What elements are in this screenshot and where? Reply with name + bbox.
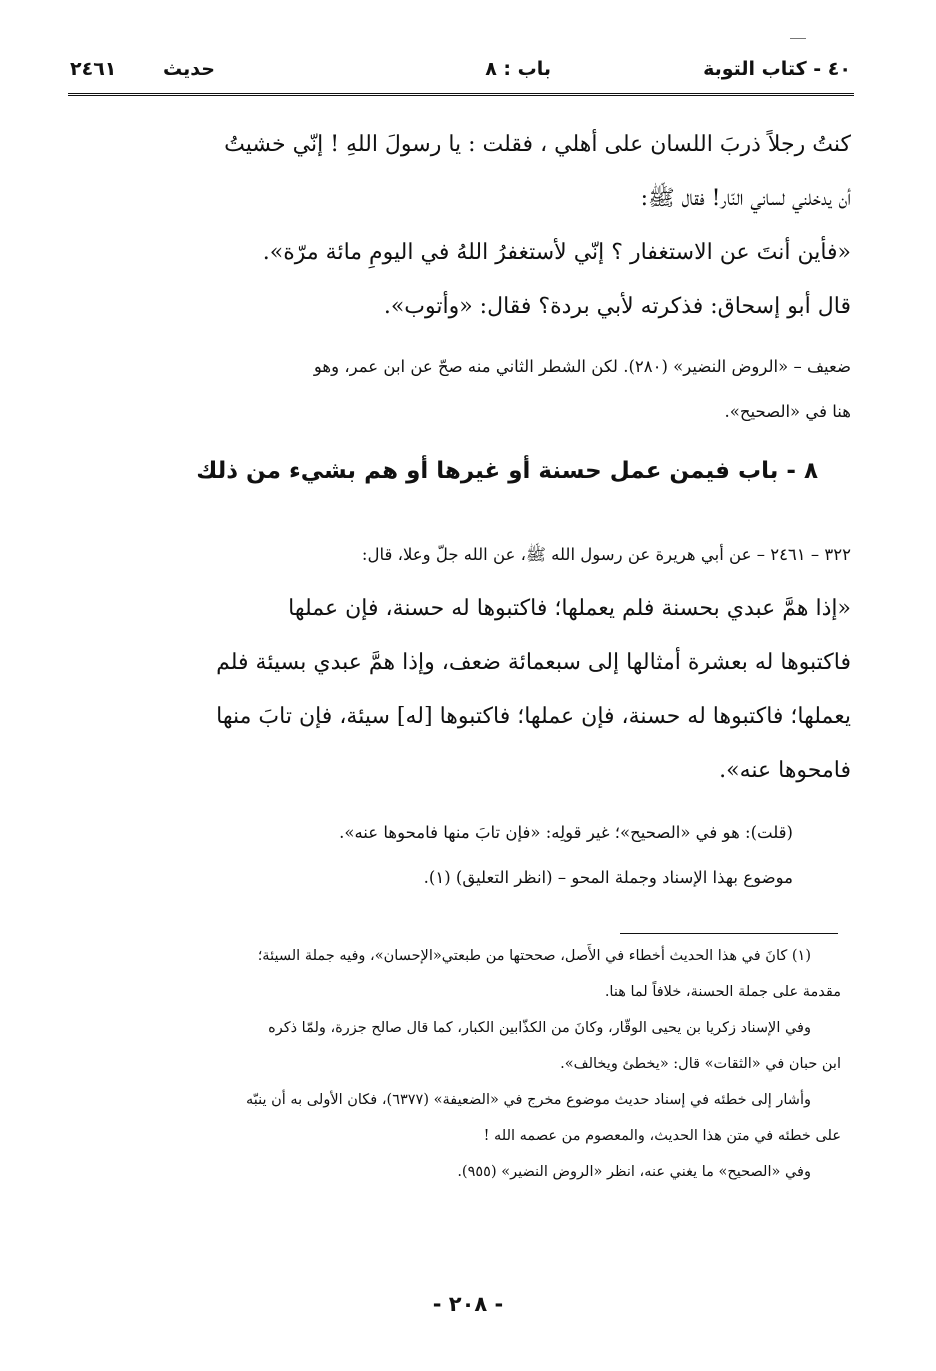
previous-hadith-text [70,118,851,334]
hadith-grade: موضوع بهذا الإسناد وجملة المحو – (انظر التعليق) (١). [423,868,793,887]
running-header [70,58,851,92]
text-line: قال أبو إسحاق: فذكرته لأبي بردة؟ فقال: «وأتوب». [383,294,851,319]
footnote-rule [620,933,838,934]
footnote-line: على خطئه في متن هذا الحديث، والمعصوم من عصمه الله ! [483,1128,841,1144]
footnotes [70,938,841,1190]
matn-line: يعملها؛ فاكتبوها له حسنة، فإن عملها؛ فاكتبوها [له] سيئة، فإن تابَ منها [216,704,851,729]
matn-line: فامحوها عنه». [719,758,851,783]
footnote-line: وفي «الصحيح» ما يغني عنه، انظر «الروض النضير» (٩٥٥). [457,1164,811,1180]
grading-line: هنا في «الصحيح». [724,402,851,421]
margin-mark [790,38,806,39]
footnote-line: ابن حبان في «الثقات» قال: «يخطئ ويخالف». [560,1056,841,1072]
text-line: كنتُ رجلاً ذربَ اللسان على أهلي ، فقلت : يا رسولَ اللهِ ! إنّي خشيتُ [224,132,851,157]
footnote-line: مقدمة على جملة الحسنة، خلافاً لما هنا. [604,984,841,1000]
author-note: (قلت): هو في «الصحيح»؛ غير قولِه: «فإن تابَ منها فامحوها عنه». [339,823,793,842]
page-number: - ٢٠٨ - [432,1292,504,1316]
previous-hadith-grading [70,344,851,434]
matn-line: «إذا همَّ عبدي بحسنة فلم يعملها؛ فاكتبوها له حسنة، فإن عملها [288,596,851,621]
matn-line: فاكتبوها له بعشرة أمثالها إلى سبعمائة ضعف، وإذا همَّ عبدي بسيئة فلم [216,650,851,675]
isnad-line: ٣٢٢ – ٢٤٦١ – عن أبي هريرة عن رسول الله ﷺ، عن الله جلّ وعلا، قال: [361,545,851,564]
text-line: أن يدخلني لساني النّار! فقال ﷺ: [640,186,851,211]
footnote-line: (١) كانَ في هذا الحديث أخطاء في الأَصل، صححتها من طبعتي«الإحسان»، وفيه جملة السيئة؛ [257,948,811,964]
hadith-label: حديث [163,58,215,80]
hadith-ref [70,58,215,80]
header-rule [68,93,854,98]
grading-line: ضعيف – «الروض النضير» (٢٨٠). لكن الشطر الثاني منه صحّ عن ابن عمر، وهو [313,357,851,376]
hadith-isnad [70,532,851,577]
hadith-number: ٢٤٦١ [70,58,117,80]
hadith-matn [70,582,851,798]
hadith-commentary [70,810,851,900]
section-heading: ٨ - باب فيمن عمل حسنة أو غيرها أو هم بشيء من ذلك [196,458,818,484]
footnote-line: وفي الإسناد زكريا بن يحيى الوقّار، وكانَ من الكذّابين الكبار، كما قال صالح جزرة، ولمّا ذكره [268,1020,811,1036]
text-line: «فأين أنتَ عن الاستغفار ؟ إنّي لأستغفرُ اللهُ في اليومِ مائة مرّة». [262,240,851,265]
book-title: ٤٠ - كتاب التوبة [703,58,851,80]
chapter-label: باب : ٨ [485,58,551,80]
footnote-line: وأشار إلى خطئه في إسناد حديث موضوع مخرج في «الضعيفة» (٦٣٧٧)، فكان الأولى به أن ينبّه [245,1092,811,1108]
